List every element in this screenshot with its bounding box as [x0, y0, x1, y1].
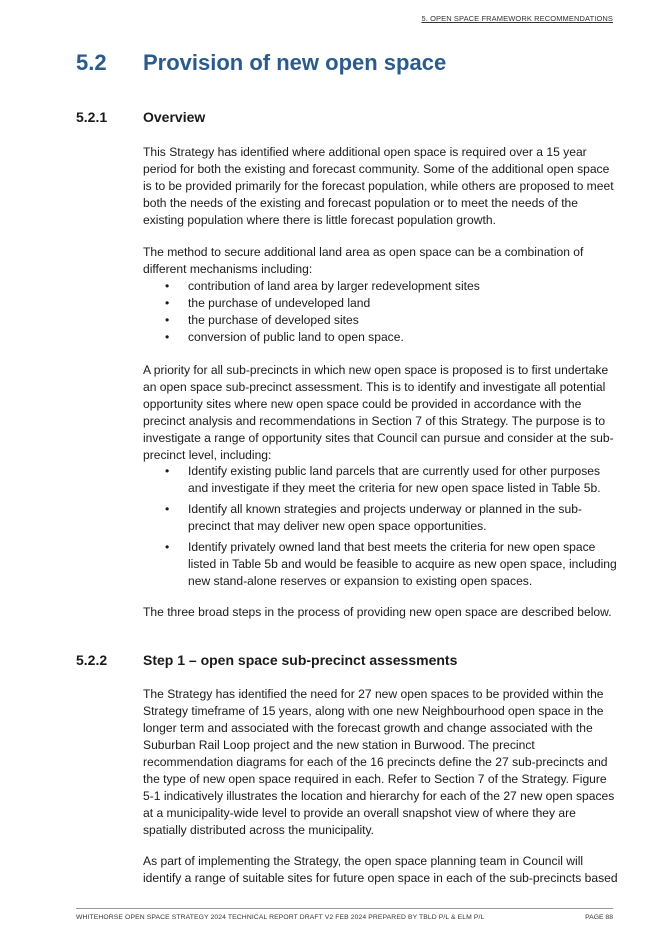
step1-heading: [76, 652, 457, 668]
section-title: Provision of new open space: [143, 50, 447, 75]
overview-paragraph-1: [143, 144, 618, 229]
section-heading: [76, 50, 446, 76]
running-header: 5. OPEN SPACE FRAMEWORK RECOMMENDATIONS: [421, 14, 613, 23]
footer-divider: [76, 908, 613, 909]
overview-text-3: A priority for all sub-precincts in which new open space is proposed is to first undertake an open space sub-precinct assessment. This is to identify and investigate all potential opportunity sites where new open space could be provided in accordance with the precinct analysis and recommendations in Section 7 of this Strategy. The purpose is to investigate a range of opportunity sites that Council can pursue and consider at the sub-precinct level, including:: [143, 363, 614, 462]
section-number: 5.2: [76, 50, 107, 75]
step1-text-2: As part of implementing the Strategy, the open space planning team in Council will identify a range of suitable sites for future open space in each of the sub-precincts based: [143, 854, 618, 885]
list-item: • contribution of land area by larger redevelopment sites: [143, 278, 618, 295]
step1-paragraph-1: [143, 686, 618, 839]
page-number: PAGE 88: [585, 914, 613, 921]
overview-text-1: This Strategy has identified where additional open space is required over a 15 year period for both the existing and forecast community. Some of the additional open space is to be provided primarily for the forecast population, while others are proposed to meet both the needs of the existing and forecast population or to meet the needs of the existing population where there is little forecast population growth.: [143, 145, 614, 227]
overview-paragraph-2: [143, 244, 618, 346]
list-item: • Identify existing public land parcels that are currently used for other purposes and investigate if they meet the criteria for new open space listed in Table 5b.: [143, 463, 618, 497]
list-item: • the purchase of developed sites: [143, 312, 618, 329]
list-item: • Identify all known strategies and projects underway or planned in the sub-precinct that may deliver new open space opportunities.: [143, 501, 618, 535]
step1-number: 5.2.2: [76, 652, 108, 668]
overview-paragraph-4: [143, 604, 618, 621]
footer-document-info: WHITEHORSE OPEN SPACE STRATEGY 2024 TECHNICAL REPORT DRAFT V2 FEB 2024 PREPARED BY TBLD P/L & ELM P/L: [76, 914, 485, 921]
list-item: • Identify privately owned land that best meets the criteria for new open space listed in Table 5b and would be feasible to acquire as new open space, including new stand-alone reserves or expansion to existing open spaces.: [143, 539, 618, 590]
overview-heading: [76, 109, 205, 125]
overview-title: Overview: [143, 109, 206, 125]
overview-text-4: The three broad steps in the process of providing new open space are described below.: [143, 605, 612, 619]
overview-text-2: The method to secure additional land area as open space can be a combination of different mechanisms including:: [143, 245, 584, 276]
list-item: • the purchase of undeveloped land: [143, 295, 618, 312]
step1-text-1: The Strategy has identified the need for 27 new open spaces to be provided within the Strategy timeframe of 15 years, along with one new Neighbourhood open space in the longer term and associated with the forecast growth and change associated with the Suburban Rail Loop project and the new station in Burwood. The precinct recommendation diagrams for each of the 16 precincts define the 27 sub-precincts and the type of new open space required in each. Refer to Section 7 of the Strategy. Figure 5-1 indicatively illustrates the location and hierarchy for each of the 27 new open spaces at a municipality-wide level to provide an overall snapshot view of where they are spatially distributed across the municipality.: [143, 687, 615, 837]
mechanisms-list: [143, 278, 618, 346]
list-item: • conversion of public land to open space.: [143, 329, 618, 346]
step1-title: Step 1 – open space sub-precinct assessments: [143, 652, 458, 668]
step1-paragraph-2: [143, 853, 618, 887]
actions-list: [143, 463, 618, 590]
overview-number: 5.2.1: [76, 109, 108, 125]
actions-block: [143, 463, 618, 594]
overview-paragraph-3: [143, 362, 618, 464]
